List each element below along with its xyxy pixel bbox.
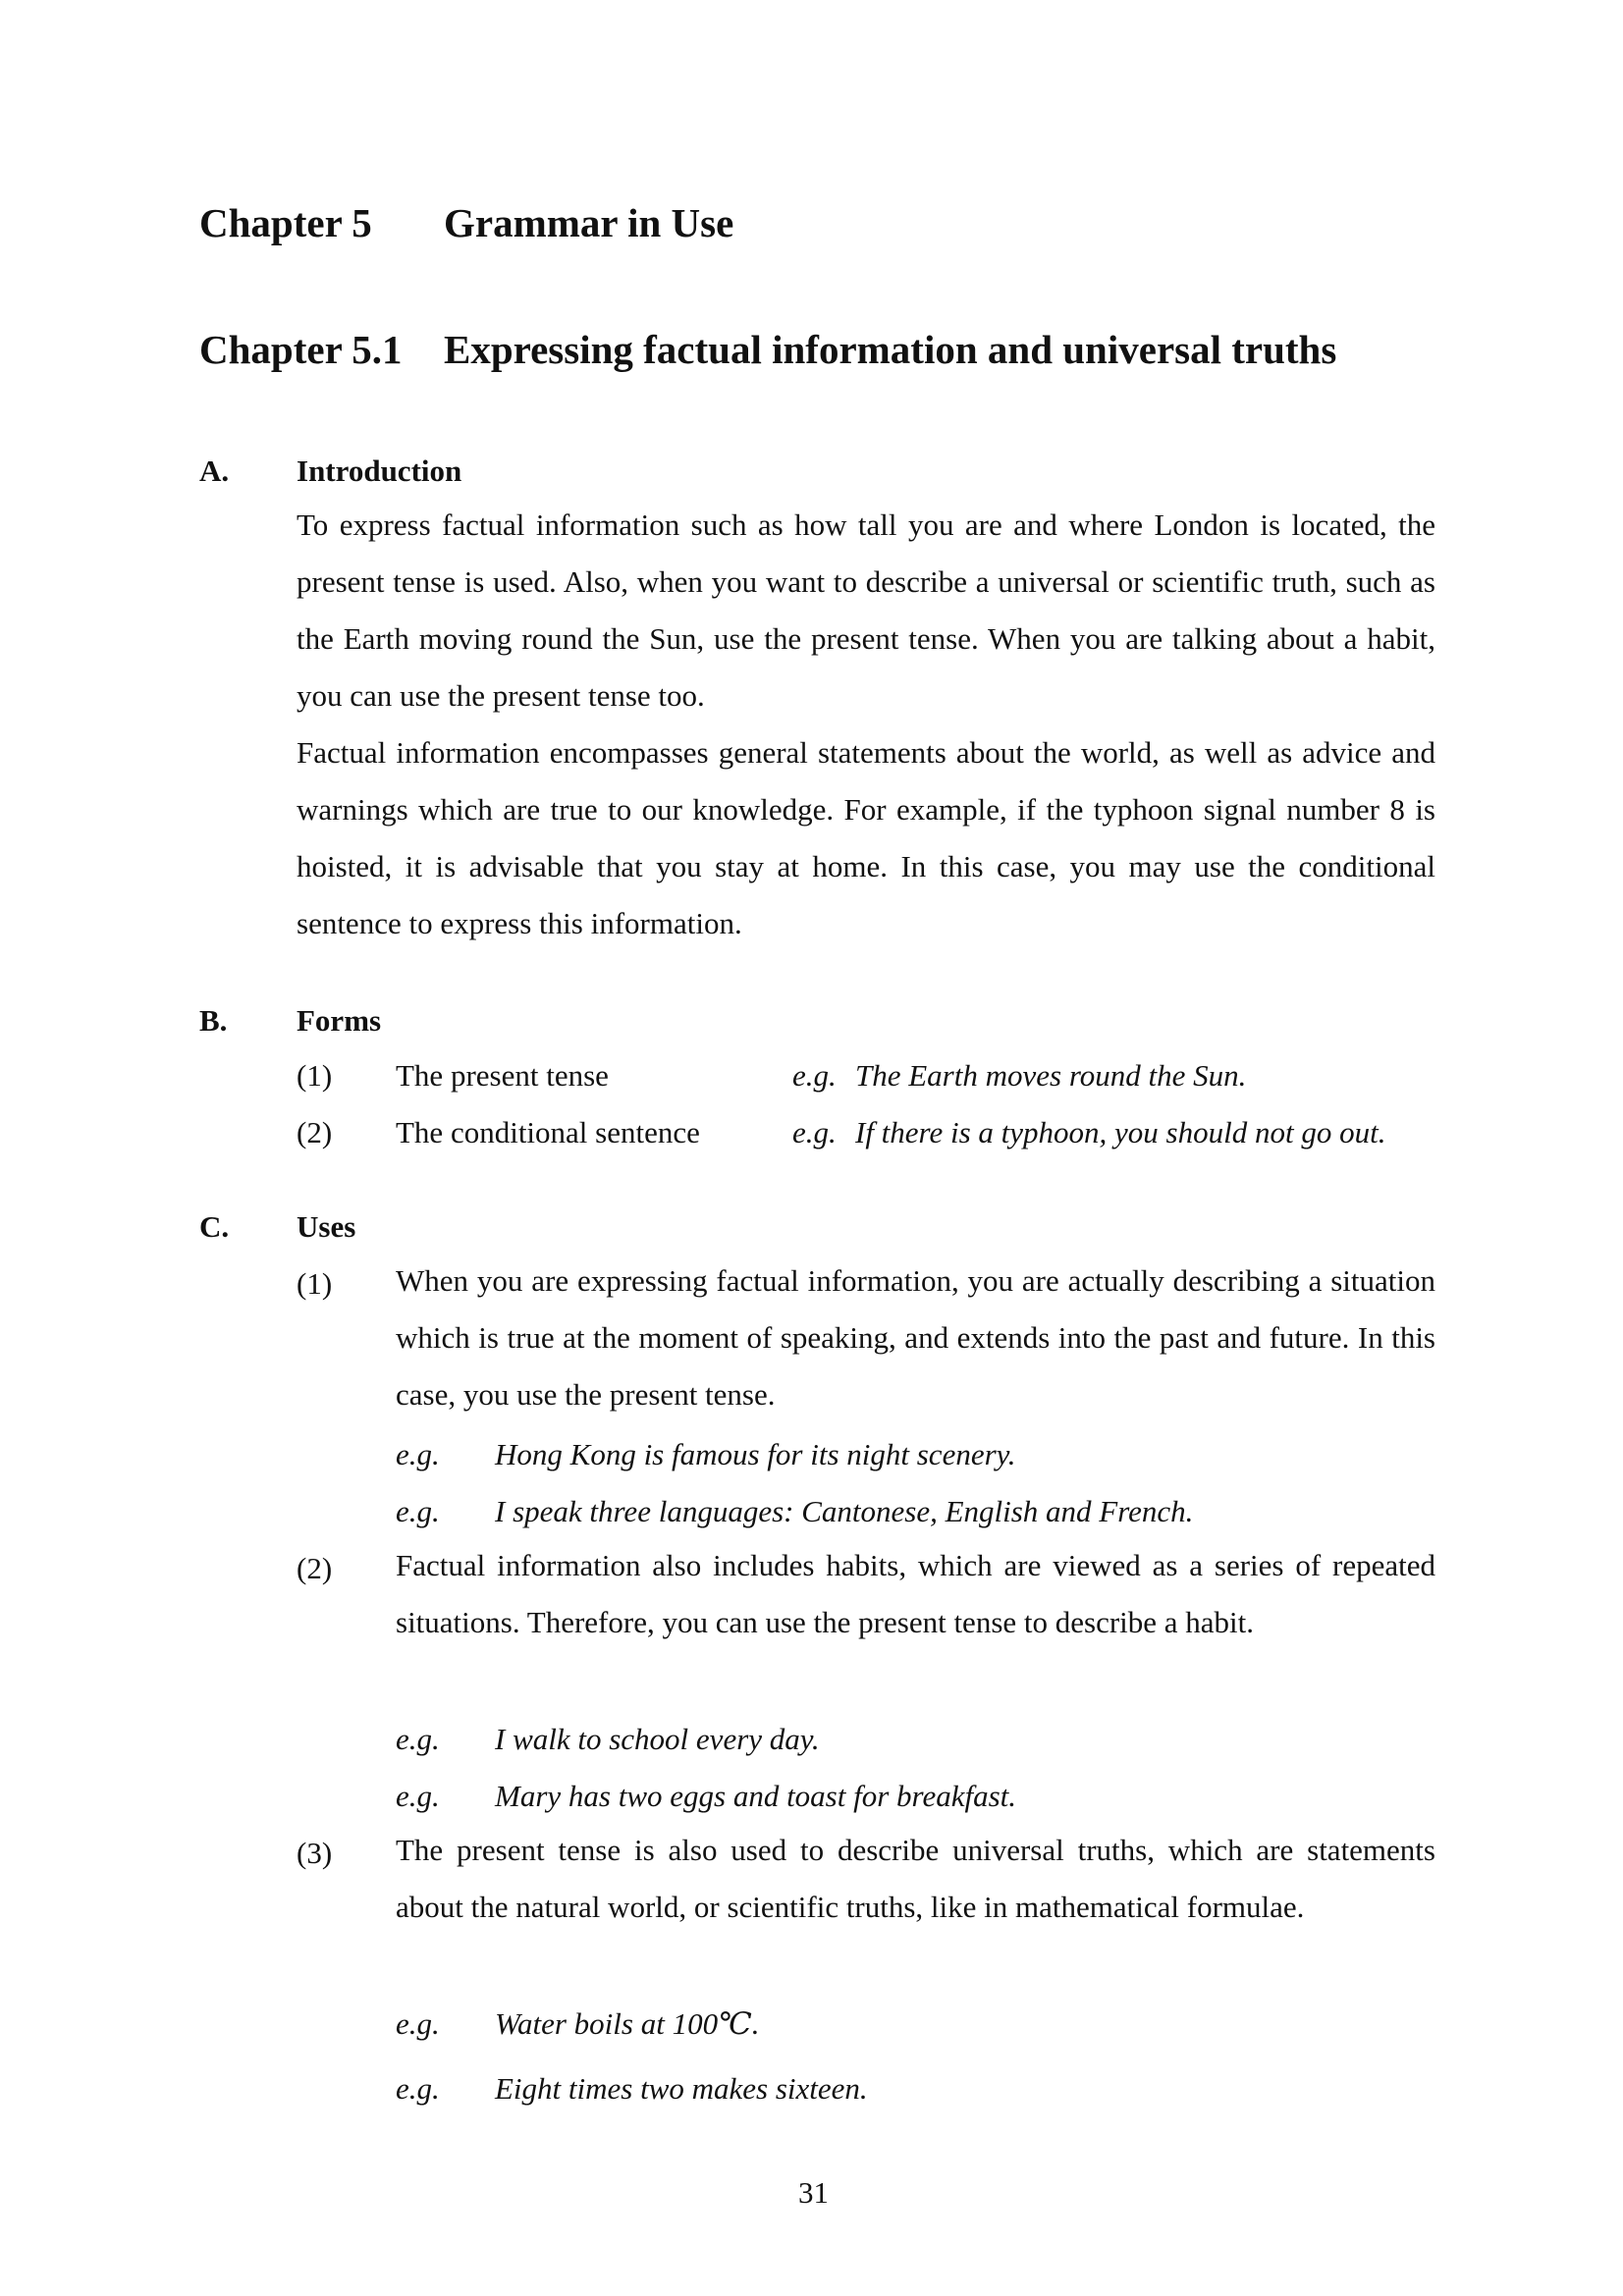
form-name: The conditional sentence	[396, 1115, 700, 1149]
use-example: Hong Kong is famous for its night scenery.	[495, 1437, 1016, 1471]
use-example: Mary has two eggs and toast for breakfast.	[495, 1779, 1017, 1813]
eg-label: e.g.	[396, 1779, 440, 1813]
chapter-number: Chapter 5	[199, 200, 372, 245]
use-example: I walk to school every day.	[495, 1722, 820, 1756]
section-a-letter: A.	[199, 454, 230, 488]
eg-label: e.g.	[396, 1722, 440, 1756]
use-example: Eight times two makes sixteen.	[495, 2071, 868, 2106]
section-b-letter: B.	[199, 1003, 228, 1038]
use-example: I speak three languages: Cantonese, English and French.	[495, 1494, 1194, 1528]
eg-label: e.g.	[792, 1115, 837, 1149]
eg-label: e.g.	[396, 2071, 440, 2106]
form-number: (2)	[297, 1115, 333, 1149]
intro-paragraph-2: Factual information encompasses general statements about the world, as well as advice and warnings which are true to our knowledge. For example, if the typhoon signal number 8 is hoisted, it is advisable that you stay at home. In this case, you may use the conditional sentence to express this information.	[297, 735, 1435, 940]
subchapter-title: Expressing factual information and universal truths	[444, 327, 1337, 372]
page-number: 31	[798, 2175, 829, 2210]
use-number: (1)	[297, 1266, 333, 1301]
form-number: (1)	[297, 1058, 333, 1093]
eg-label: e.g.	[396, 1494, 440, 1528]
use-description: When you are expressing factual information, you are actually describing a situation which is true at the moment of speaking, and extends into the past and future. In this case, you use the present tense.	[396, 1263, 1435, 1412]
subchapter-number: Chapter 5.1	[199, 327, 403, 372]
eg-label: e.g.	[396, 1437, 440, 1471]
form-example: If there is a typhoon, you should not go out.	[855, 1115, 1386, 1149]
chapter-title: Grammar in Use	[444, 200, 734, 245]
section-b-title: Forms	[297, 1003, 382, 1038]
form-example: The Earth moves round the Sun.	[855, 1058, 1247, 1093]
section-a-title: Introduction	[297, 454, 462, 488]
use-number: (3)	[297, 1836, 333, 1870]
eg-label: e.g.	[396, 2006, 440, 2041]
form-name: The present tense	[396, 1058, 609, 1093]
section-c-title: Uses	[297, 1209, 356, 1244]
use-description: The present tense is also used to describe universal truths, which are statements about the natural world, or scientific truths, like in mathematical formulae.	[396, 1833, 1435, 1924]
use-number: (2)	[297, 1551, 333, 1585]
eg-label: e.g.	[792, 1058, 837, 1093]
intro-paragraph-1: To express factual information such as how tall you are and where London is located, the present tense is used. Also, when you want to describe a universal or scientific truth, such as the Earth moving round the Sun, use the present tense. When you are talking about a habit, you can use the present tense too.	[297, 507, 1435, 713]
use-description: Factual information also includes habits, which are viewed as a series of repeated situations. Therefore, you can use the present tense to describe a habit.	[396, 1548, 1435, 1639]
use-example: Water boils at 100℃.	[495, 2006, 760, 2041]
section-c-letter: C.	[199, 1209, 230, 1244]
